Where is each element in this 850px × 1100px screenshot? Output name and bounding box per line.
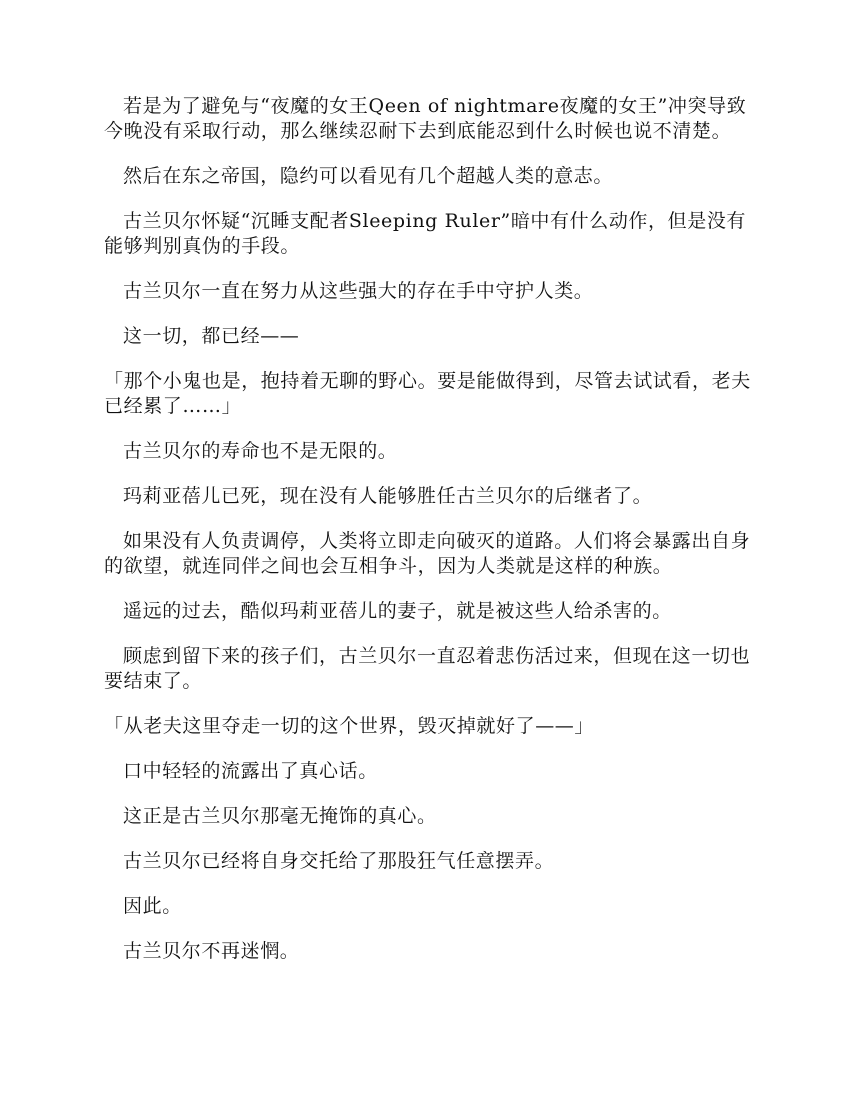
paragraph-11: 顾虑到留下来的孩子们，古兰贝尔一直忍着悲伤活过来，但现在这一切也要结束了。 xyxy=(104,645,751,692)
paragraph-17: 古兰贝尔不再迷惘。 xyxy=(123,940,300,962)
paragraph-1: 若是为了避免与“夜魔的女王Qeen of nightmare夜魔的女王”冲突导致今晚没有采取行动，那么继续忍耐下去到底能忍到什么时候也说不清楚。 xyxy=(104,95,747,142)
dialogue-quote-2: 「从老夫这里夺走一切的这个世界，毁灭掉就好了——」 xyxy=(104,715,595,737)
paragraph-5: 这一切，都已经—— xyxy=(123,325,300,347)
dialogue-quote-1: 「那个小鬼也是，抱持着无聊的野心。要是能做得到，尽管去试试看，老夫已经累了……」 xyxy=(104,370,751,417)
paragraph-13: 口中轻轻的流露出了真心话。 xyxy=(123,760,378,782)
document-page xyxy=(104,94,754,984)
paragraph-14: 这正是古兰贝尔那毫无掩饰的真心。 xyxy=(123,805,437,827)
paragraph-16: 因此。 xyxy=(123,895,182,917)
paragraph-15: 古兰贝尔已经将自身交托给了那股狂气任意摆弄。 xyxy=(123,850,555,872)
paragraph-10: 遥远的过去，酷似玛莉亚蓓儿的妻子，就是被这些人给杀害的。 xyxy=(123,600,672,622)
paragraph-8: 玛莉亚蓓儿已死，现在没有人能够胜任古兰贝尔的后继者了。 xyxy=(123,485,653,507)
paragraph-9: 如果没有人负责调停，人类将立即走向破灭的道路。人们将会暴露出自身的欲望，就连同伴之间也会互相争斗，因为人类就是这样的种族。 xyxy=(104,530,751,577)
paragraph-4: 古兰贝尔一直在努力从这些强大的存在手中守护人类。 xyxy=(123,280,594,302)
paragraph-7: 古兰贝尔的寿命也不是无限的。 xyxy=(123,440,398,462)
paragraph-3: 古兰贝尔怀疑“沉睡支配者Sleeping Ruler”暗中有什么动作，但是没有能够判别真伪的手段。 xyxy=(104,210,747,257)
paragraph-2: 然后在东之帝国，隐约可以看见有几个超越人类的意志。 xyxy=(123,165,614,187)
